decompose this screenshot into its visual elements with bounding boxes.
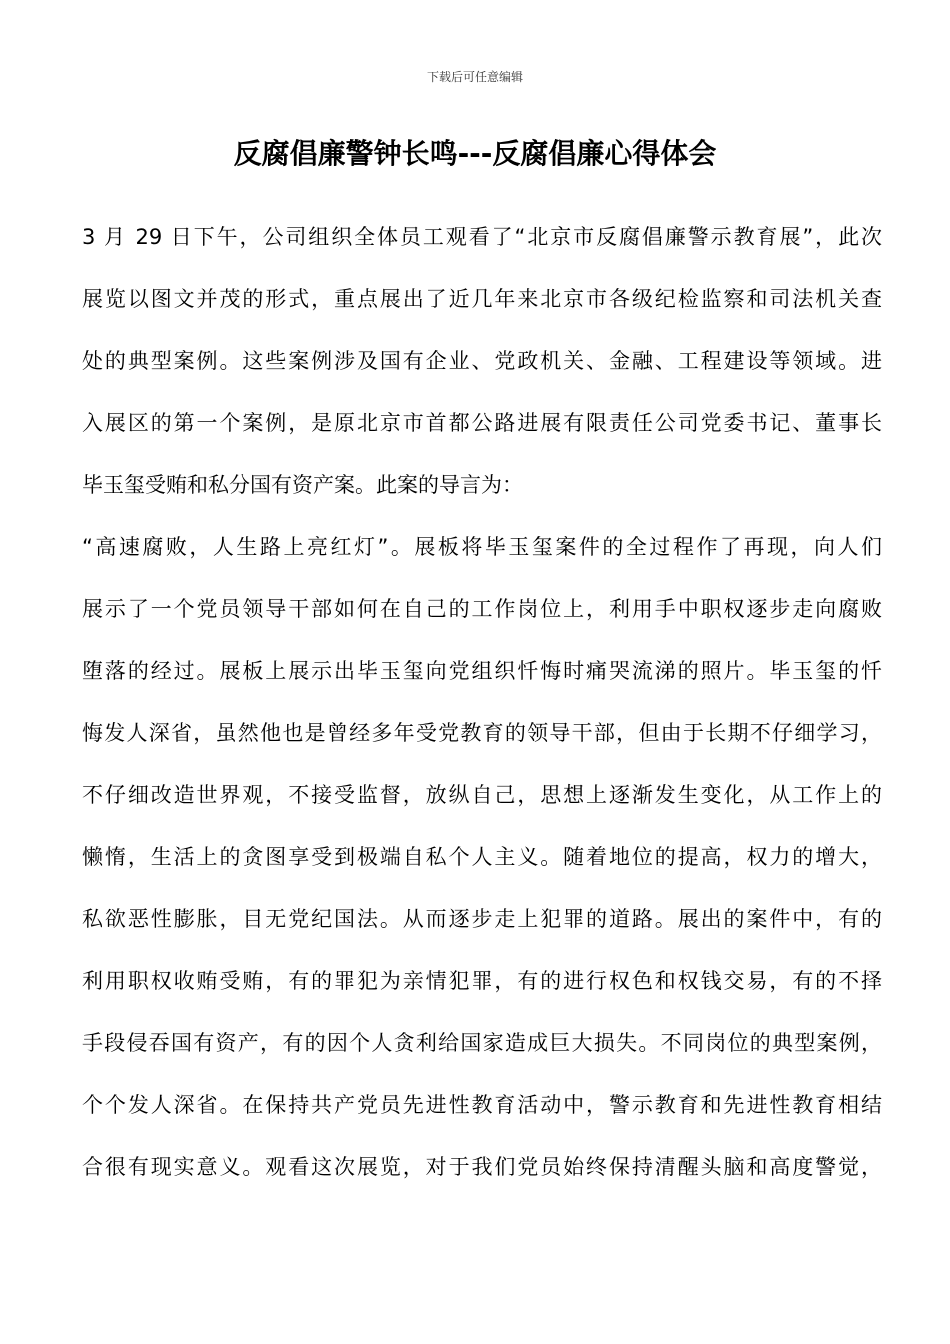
paragraph-line: 3 月 29 日下午，公司组织全体员工观看了“北京市反腐倡廉警示教育展”，此次 [82,225,882,249]
document-title: 反腐倡廉警钟长鸣---反腐倡廉心得体会 [233,137,717,170]
paragraph-line: “高速腐败，人生路上亮红灯”。展板将毕玉玺案件的全过程作了再现，向人们 [82,535,882,559]
paragraph-line: 不仔细改造世界观，不接受监督，放纵自己，思想上逐渐发生变化，从工作上的 [82,783,882,807]
paragraph-line: 毕玉玺受贿和私分国有资产案。此案的导言为： [82,473,523,497]
paragraph-line: 利用职权收贿受贿，有的罪犯为亲情犯罪，有的进行权色和权钱交易，有的不择 [82,969,882,993]
paragraph-line: 个个发人深省。在保持共产党员先进性教育活动中，警示教育和先进性教育相结 [82,1093,882,1117]
paragraph [82,516,882,1198]
paragraph-line: 手段侵吞国有资产，有的因个人贪利给国家造成巨大损失。不同岗位的典型案例， [82,1031,882,1055]
paragraph-line: 入展区的第一个案例，是原北京市首都公路进展有限责任公司党委书记、董事长 [82,411,882,435]
paragraph-line: 处的典型案例。这些案例涉及国有企业、党政机关、金融、工程建设等领域。进 [82,349,882,373]
paragraph-line: 堕落的经过。展板上展示出毕玉玺向党组织忏悔时痛哭流涕的照片。毕玉玺的忏 [82,659,882,683]
paragraph-line: 懒惰，生活上的贪图享受到极端自私个人主义。随着地位的提高，权力的增大， [82,845,882,869]
header-note: 下载后可任意编辑 [426,70,523,84]
paragraph-line: 悔发人深省，虽然他也是曾经多年受党教育的领导干部，但由于长期不仔细学习， [82,721,882,745]
paragraph-line: 私欲恶性膨胀，目无党纪国法。从而逐步走上犯罪的道路。展出的案件中，有的 [82,907,882,931]
paragraph-line: 展览以图文并茂的形式，重点展出了近几年来北京市各级纪检监察和司法机关查 [82,287,882,311]
paragraph [82,206,882,516]
paragraph-line: 展示了一个党员领导干部如何在自己的工作岗位上，利用手中职权逐步走向腐败 [82,597,882,621]
paragraph-line: 合很有现实意义。观看这次展览，对于我们党员始终保持清醒头脑和高度警觉， [82,1155,882,1179]
